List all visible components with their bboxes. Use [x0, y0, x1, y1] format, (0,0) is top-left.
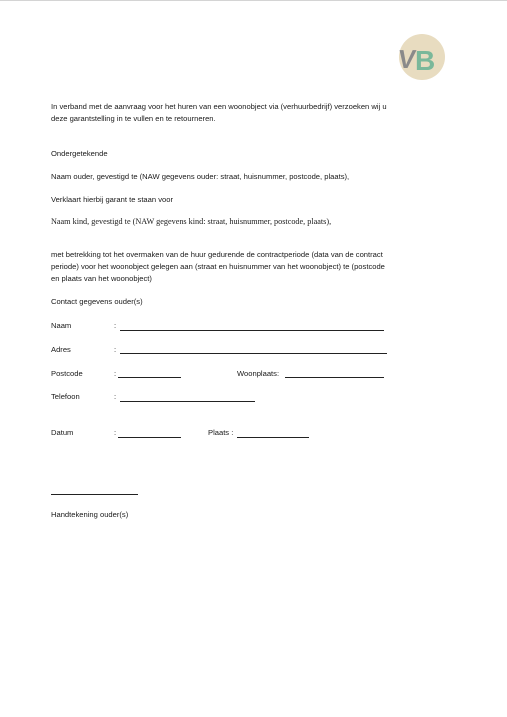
signature-line[interactable]	[51, 494, 138, 495]
residence-label: Woonplaats:	[237, 369, 280, 378]
address-label: Adres	[51, 345, 71, 354]
parent-details-line: Naam ouder, gevestigd te (NAW gegevens ouder: straat, huisnummer, postcode, plaats),	[51, 172, 350, 181]
intro-line-2: deze garantstelling in te vullen en te retourneren.	[51, 114, 216, 123]
name-field-line[interactable]	[120, 330, 384, 331]
residence-field-line[interactable]	[285, 377, 384, 378]
undersigned-heading: Ondergetekende	[51, 149, 108, 158]
place-field-line[interactable]	[237, 437, 309, 438]
logo-letter-v: V	[396, 44, 418, 74]
place-label: Plaats :	[208, 428, 234, 437]
rent-line-1: met betrekking tot het overmaken van de huur gedurende de contractperiode (data van de contract	[51, 250, 383, 259]
name-colon: :	[114, 321, 117, 330]
contact-heading: Contact gegevens ouder(s)	[51, 297, 143, 306]
date-colon: :	[114, 428, 117, 437]
rent-line-3: en plaats van het woonobject)	[51, 274, 152, 283]
name-label: Naam	[51, 321, 72, 330]
address-colon: :	[114, 345, 117, 354]
date-field-line[interactable]	[118, 437, 181, 438]
signature-label: Handtekening ouder(s)	[51, 510, 129, 519]
phone-label: Telefoon	[51, 392, 80, 401]
phone-colon: :	[114, 392, 117, 401]
rent-line-2: periode) voor het woonobject gelegen aan (straat en huisnummer van het woonobject) te (postcode	[51, 262, 385, 271]
postcode-label: Postcode	[51, 369, 83, 378]
postcode-field-line[interactable]	[118, 377, 181, 378]
intro-line-1: In verband met de aanvraag voor het huren van een woonobject via (verhuurbedrijf) verzoeken wij u	[51, 102, 387, 111]
guarantor-line: Verklaart hierbij garant te staan voor	[51, 195, 173, 204]
date-label: Datum	[51, 428, 74, 437]
postcode-colon: :	[114, 369, 117, 378]
page-top-border	[0, 0, 507, 1]
company-logo	[396, 32, 448, 82]
logo-letter-b: B	[415, 45, 436, 76]
address-field-line[interactable]	[120, 353, 387, 354]
child-details-line: Naam kind, gevestigd te (NAW gegevens kind: straat, huisnummer, postcode, plaats),	[51, 217, 332, 226]
phone-field-line[interactable]	[120, 401, 255, 402]
